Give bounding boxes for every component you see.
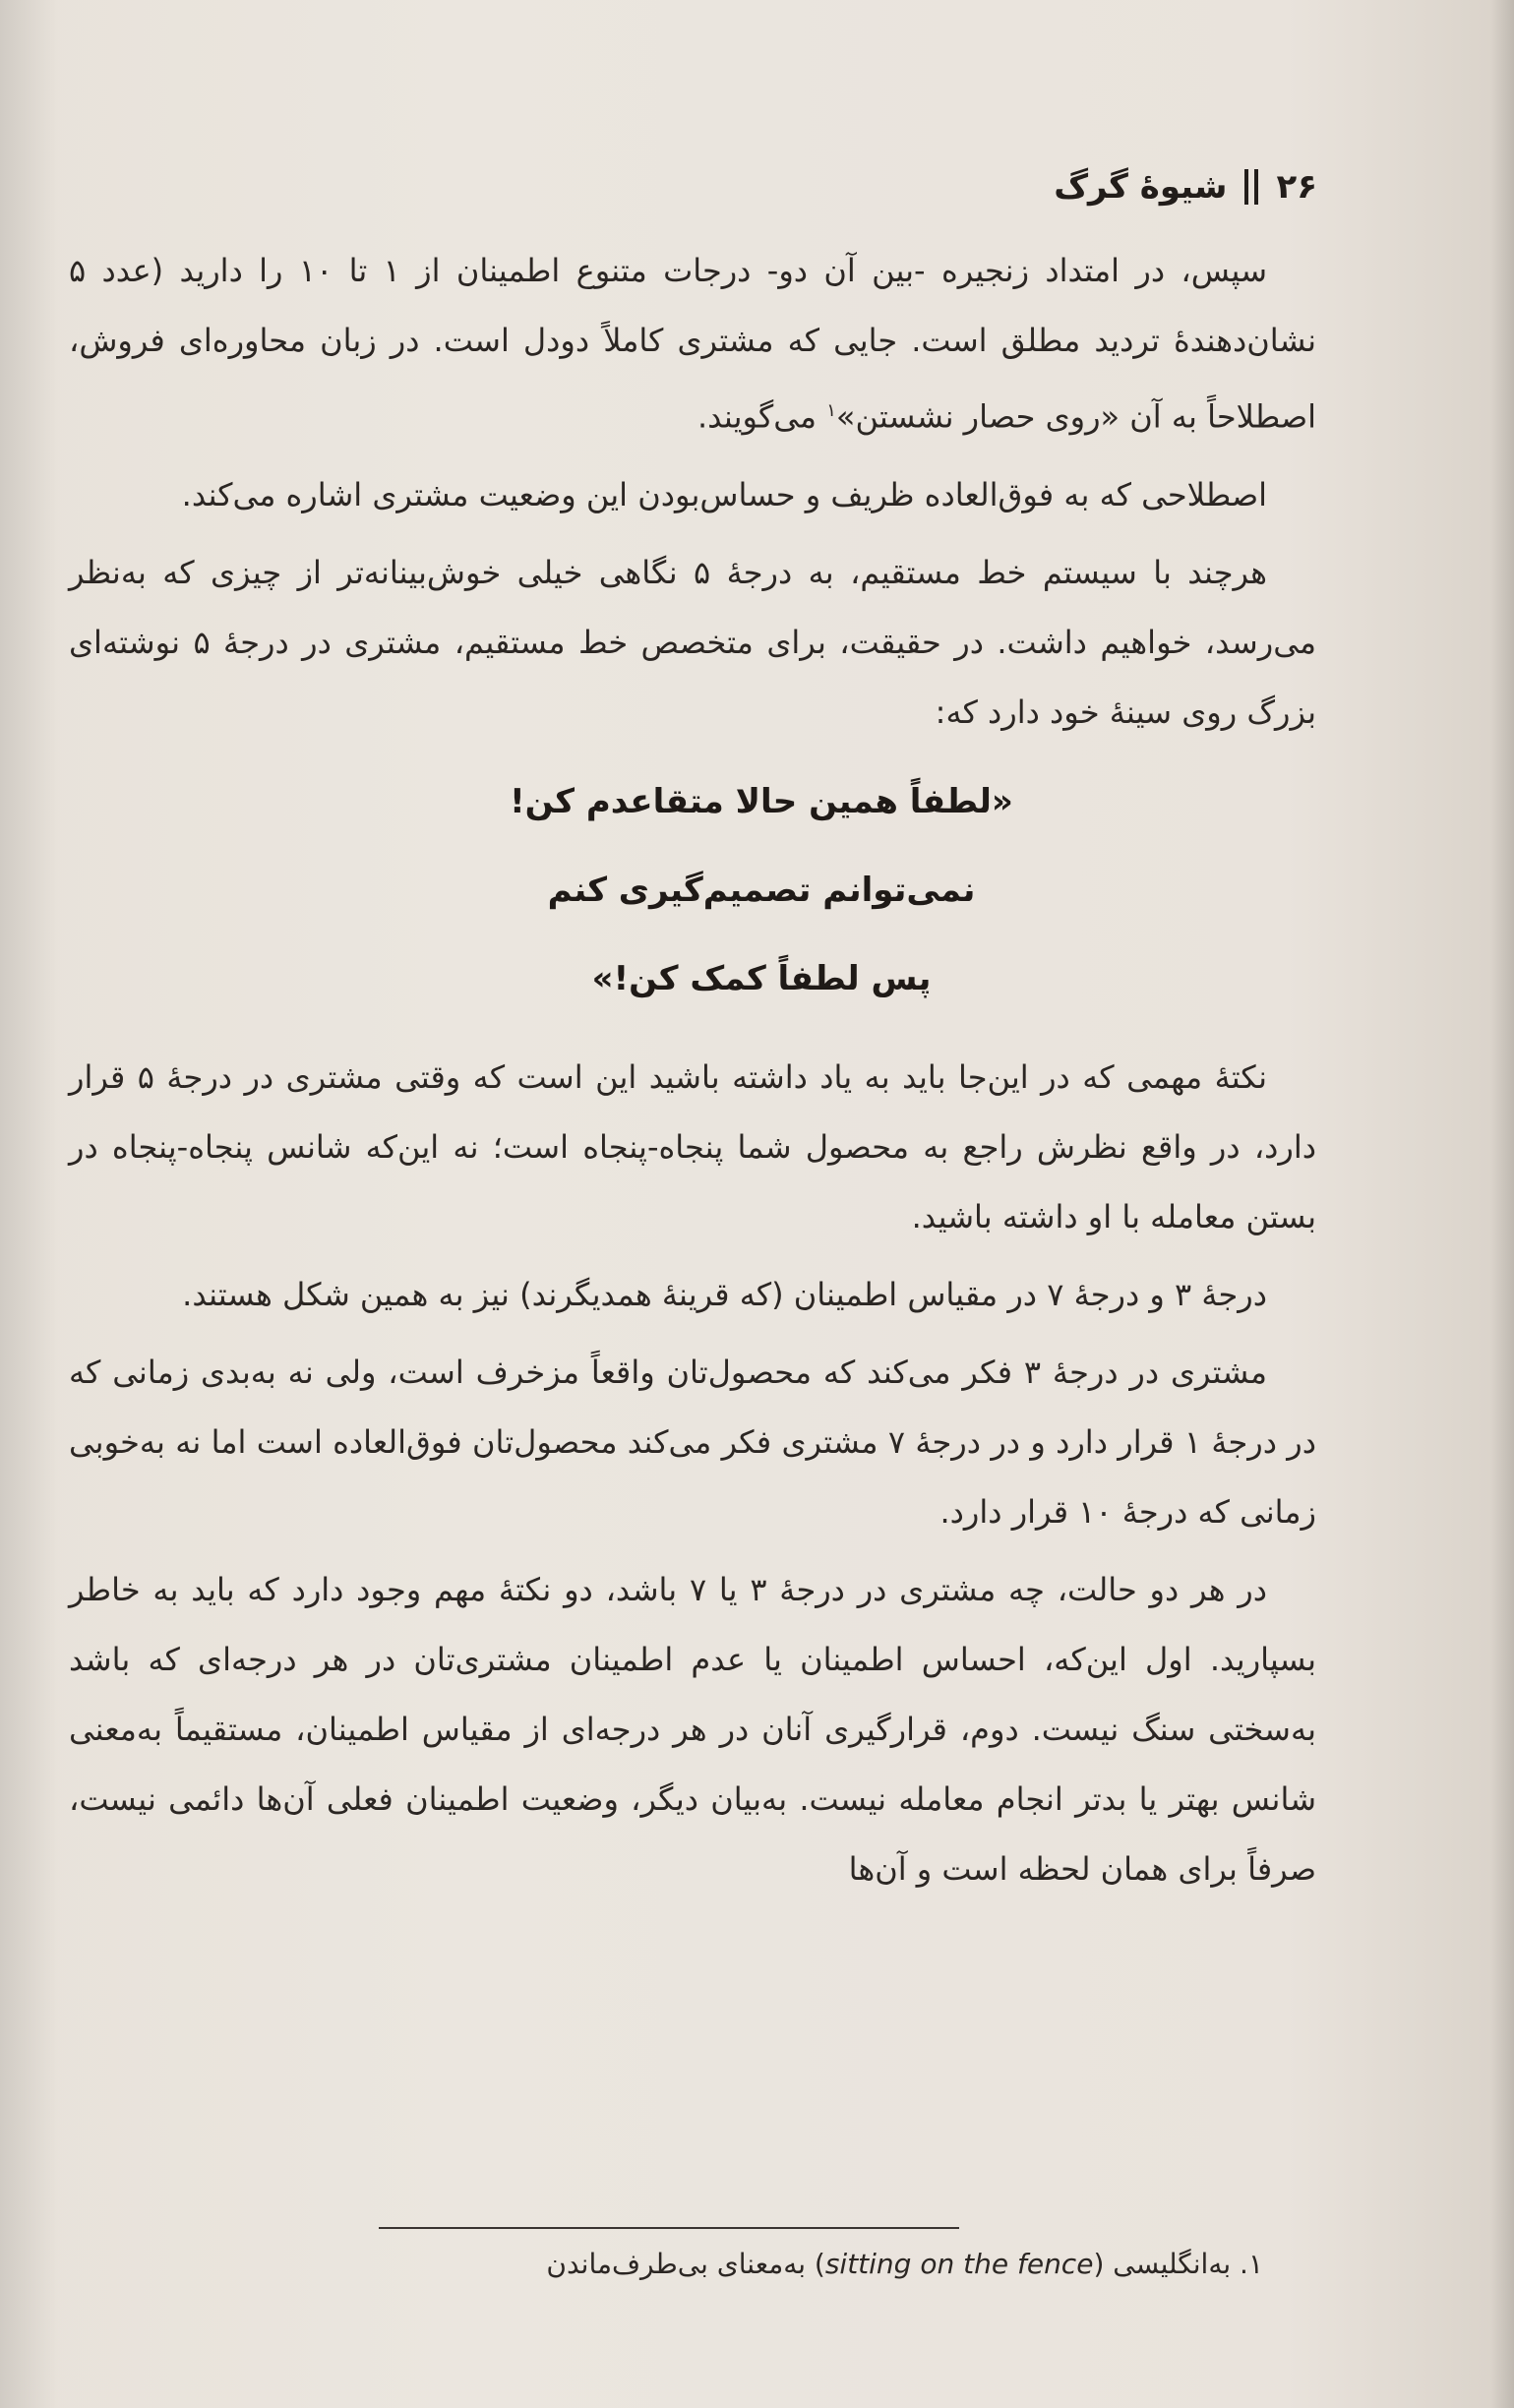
page-number: ۲۶ <box>1276 167 1317 207</box>
footnote-divider <box>379 2227 959 2229</box>
quote-line-2: نمی‌توانم تصمیم‌گیری کنم <box>547 870 976 910</box>
paragraph-1 <box>69 236 1316 452</box>
quote-line-3: پس لطفاً کمک کن!» <box>591 958 932 998</box>
paragraph-1-text: سپس، در امتداد زنجیره -بین آن دو- درجات متنوع اطمینان از ۱ تا ۱۰ را دارید (عدد ۵ نشان‌دهندهٔ تردید مطلق است. جایی که مشتری کاملاً دودل است. در زبان محاوره‌ای فروش، اصطلاحاً به آن «روی حصار نشستن» <box>69 252 1316 436</box>
footnote-ref: ۱ <box>826 400 836 421</box>
footnote-suffix: ) به‌معنای بی‌طرف‌ماندن <box>546 2248 825 2280</box>
pull-quote <box>69 757 1316 1023</box>
gutter-shadow <box>0 0 59 2408</box>
quote-line-1: «لطفاً همین حالا متقاعدم کن! <box>510 781 1013 821</box>
running-head <box>1054 167 1317 207</box>
paragraph-3: هرچند با سیستم خط مستقیم، به درجهٔ ۵ نگاهی خیلی خوش‌بینانه‌تر از چیزی که به‌نظر می‌رسد، خواهیم داشت. در حقیقت، برای متخصص خط مستقیم، مشتری در درجهٔ ۵ نوشته‌ای بزرگ روی سینهٔ خود دارد که: <box>69 553 1317 731</box>
footnote <box>546 2248 1263 2280</box>
page-body <box>69 236 1316 1912</box>
paragraph-4: نکتهٔ مهمی که در این‌جا باید به یاد داشته باشید این است که وقتی مشتری در درجهٔ ۵ قرار دارد، در واقع نظرش راجع به محصول شما پنجاه-پنجاه است؛ نه این‌که شانس پنجاه-پنجاه در بستن معامله با او داشته باشید. <box>69 1057 1316 1235</box>
book-title: شیوهٔ گرگ <box>1054 167 1228 207</box>
footnote-prefix: به‌انگلیسی ( <box>1093 2248 1232 2280</box>
paragraph-2: اصطلاحی که به فوق‌العاده ظریف و حساس‌بودن این وضعیت مشتری اشاره می‌کند. <box>181 475 1267 513</box>
footnote-latin: sitting on the fence <box>824 2248 1094 2280</box>
paragraph-6: مشتری در درجهٔ ۳ فکر می‌کند که محصول‌تان واقعاً مزخرف است، ولی نه به‌بدی زمانی که در درجهٔ ۱ قرار دارد و در درجهٔ ۷ مشتری فکر می‌کند محصول‌تان فوق‌العاده است اما نه به‌خوبی زمانی که درجهٔ ۱۰ قرار دارد. <box>69 1353 1317 1531</box>
paragraph-5: درجهٔ ۳ و درجهٔ ۷ در مقیاس اطمینان (که قرینهٔ همدیگرند) نیز به همین شکل هستند. <box>182 1275 1267 1313</box>
paragraph-7: در هر دو حالت، چه مشتری در درجهٔ ۳ یا ۷ باشد، دو نکتهٔ مهم وجود دارد که باید به خاطر بسپارید. اول این‌که، احساس اطمینان یا عدم اطمینان مشتری‌تان در هر درجه‌ای که باشد به‌سختی سنگ نیست. دوم، قرارگیری آنان در هر درجه‌ای از مقیاس اطمینان، مستقیماً به‌معنی شانس بهتر یا بدتر انجام معامله نیست. به‌بیان دیگر، وضعیت اطمینان فعلی آن‌ها دائمی نیست، صرفاً برای همان لحظه است و آن‌ها <box>69 1570 1316 1888</box>
header-separator <box>1244 169 1258 205</box>
page-edge-shadow <box>1490 0 1514 2408</box>
footnote-number: ۱. <box>1240 2248 1263 2280</box>
paragraph-1-tail: می‌گویند. <box>696 397 827 436</box>
